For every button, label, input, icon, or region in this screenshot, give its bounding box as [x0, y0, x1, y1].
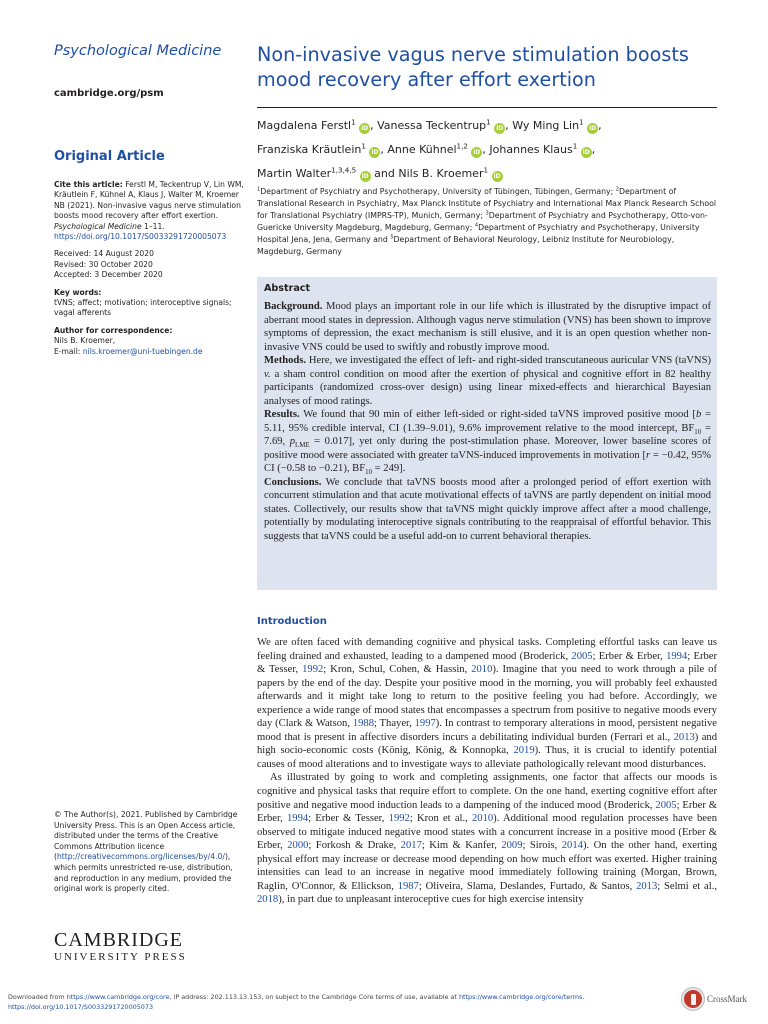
- body-text-run: ; Oliveira, Slama, Deslandes, Furtado, & Santos,: [418, 880, 637, 892]
- article-type: Original Article: [54, 149, 165, 164]
- license-link[interactable]: http://creativecommons.org/licenses/by/4.0/: [56, 852, 225, 862]
- affiliation-number: 4: [474, 222, 479, 229]
- crossmark-button[interactable]: [682, 988, 747, 1010]
- body-text-run: ). In contrast to temporary alterations in mood, persistent negative mood that is present in affective disorders incurs a debilitating individual burden (Ferrari et al.,: [257, 718, 717, 743]
- correspondence-name: Nils B. Kroemer,: [54, 336, 116, 346]
- author-affiliation-number: 1: [361, 141, 366, 151]
- body-text-run: As illustrated by going to work and completing assignments, one factor that affects our moods is cognitive and physical tasks that require effort to complete. On the one hand, exerting cognitive effort after positive and negative mood induction leads to a dampening of the induced mood (Broderick,: [257, 772, 717, 811]
- author: [512, 119, 598, 132]
- core-link[interactable]: https://www.cambridge.org/core: [66, 993, 170, 1001]
- author: [257, 119, 370, 132]
- cite-label: Cite this article:: [54, 180, 123, 189]
- keywords: tVNS; affect; motivation; interoceptive signals; vagal afferents: [54, 298, 232, 318]
- title-divider: [257, 107, 717, 108]
- body-text-run: ; Kim & Kanfer,: [421, 840, 502, 852]
- citation-link[interactable]: 2013: [636, 880, 658, 892]
- results-bf-sub-2: 10: [365, 469, 372, 477]
- intro-paragraph-1: [257, 636, 717, 771]
- methods-label: Methods.: [264, 355, 307, 366]
- cite-journal: Psychological Medicine: [54, 221, 142, 231]
- body-text-run: We are often faced with demanding cognitive and physical tasks. Completing effortful tasks can leave us feeling drained and exhausted, leading to a dampened mood (Broderick,: [257, 637, 717, 662]
- citation-link[interactable]: 2005: [571, 650, 593, 662]
- results-r-symbol: r: [645, 449, 651, 461]
- author: [398, 167, 502, 180]
- body-text-run: ). Imagine that you need to work through a pile of papers by the end of the day. Despite your positive mood in the morning, you will probably feel exhausted afterwards and it might take long to return to the positive feeling you had before. Accordingly, we experience a wide range of mood states that encompasses a spectrum from positive to negative moods every day (Clark & Watson,: [257, 664, 717, 730]
- footer-prefix: Downloaded from: [8, 993, 67, 1001]
- results-text-c: = 7.69,: [264, 422, 711, 447]
- author: [489, 143, 591, 156]
- body-text-run: ), in part due to unpleasant interoceptive cues for high exercise intensity: [278, 894, 584, 906]
- conclusions-label: Conclusions.: [264, 476, 322, 488]
- citation-link[interactable]: 2010: [471, 664, 493, 676]
- citation-link[interactable]: 1994: [666, 650, 688, 662]
- results-label: Results.: [264, 409, 300, 420]
- keywords-label: Key words:: [54, 287, 102, 297]
- author-name: Martin Walter: [257, 167, 332, 180]
- cambridge-logo: [54, 930, 187, 964]
- abstract-box: [257, 277, 717, 590]
- author-affiliation-number: 1: [483, 165, 489, 175]
- correspondence-label: Author for correspondence:: [54, 325, 173, 335]
- citation-link[interactable]: 2005: [655, 799, 677, 811]
- email-label: E-mail:: [54, 346, 81, 356]
- results-text-b: = 5.11, 95% credible interval, CI (1.39–9.01), 9.6% improvement relative to the mood intercept, BF: [264, 409, 711, 434]
- author-separator: and: [370, 167, 399, 180]
- body-text-run: ; Erber & Erber,: [257, 799, 717, 825]
- author: [257, 167, 371, 180]
- license-text-2: ), which permits unrestricted re-use, distribution, and reproduction in any medium, provided the original work is properly cited.: [54, 852, 233, 894]
- author-name: Wy Ming Lin: [512, 119, 580, 132]
- journal-url[interactable]: cambridge.org/psm: [54, 88, 164, 99]
- results-b-symbol: b: [695, 409, 702, 420]
- footer-mid: , IP address: 202.113.13.153, on subject to the Cambridge Core terms of use, available at: [169, 993, 459, 1001]
- conclusions-text: We conclude that taVNS boosts mood after a prolonged period of effort exertion with concurrent stimulation and that acute motivational effects of taVNS are partly dependent on initial mood states. Collectively, our results show that taVNS might quickly improve affect after a mood challenge, potentially by modulating interoceptive signals contributing to the reappraisal of effortful behavior. This suggests that taVNS could be a useful add-on to current behavioral therapies.: [264, 476, 711, 542]
- body-text-run: ). Additional mood regulation processes have been observed to mitigate induced negative mood states with a concurrent increase in a positive mood (Erber & Erber,: [257, 813, 718, 852]
- results-text-e: = −0.42, 95% CI (−0.58 to −0.21), BF: [264, 449, 711, 474]
- dates-block: [54, 249, 244, 280]
- orcid-icon[interactable]: iD: [361, 125, 369, 132]
- body-text-run: ; Erber & Tesser,: [257, 650, 717, 676]
- citation-link[interactable]: 2017: [400, 840, 422, 852]
- cite-text: Ferstl M, Teckentrup V, Lin WM, Kräutlein F, Kühnel A, Klaus J, Walter M, Kroemer NB (2021). Non-invasive vagus nerve stimulation boosts mood recovery after effort exertion.: [54, 180, 244, 221]
- author-affiliation-number: 1: [351, 117, 356, 127]
- affiliation-number: 2: [615, 186, 619, 193]
- revised-date: Revised: 30 October 2020: [54, 259, 153, 269]
- orcid-icon[interactable]: iD: [361, 173, 369, 180]
- logo-line-1: CAMBRIDGE: [54, 929, 184, 951]
- author-separator: ,: [370, 119, 378, 132]
- citation-link[interactable]: 2018: [257, 894, 279, 906]
- terms-link[interactable]: https://www.cambridge.org/core/terms: [458, 993, 583, 1001]
- orcid-icon[interactable]: iD: [496, 125, 504, 132]
- accepted-date: Accepted: 3 December 2020: [54, 270, 163, 280]
- methods-text-a: Here, we investigated the effect of left- and right-sided transcutaneous auricular VNS (taVNS): [308, 355, 711, 366]
- abstract-heading: Abstract: [264, 283, 311, 294]
- methods-versus: v.: [264, 368, 271, 380]
- citation-link[interactable]: 1988: [352, 718, 374, 730]
- crossmark-label: CrossMark: [707, 994, 747, 1004]
- author-name: Nils B. Kroemer: [398, 167, 484, 180]
- background-label: Background.: [264, 301, 323, 312]
- affiliation-number: 3: [485, 210, 489, 217]
- background-text: Mood plays an important role in our life which is illustrated by the disruptive impact of aberrant mood states in depression. Although vagus nerve stimulation (VNS) has been shown to improve symptoms of depression, the exact mechanism is still elusive, and it is an open question whether non-invasive VNS could be used to swiftly and robustly improve mood.: [264, 301, 711, 353]
- crossmark-icon: [682, 988, 704, 1010]
- orcid-icon[interactable]: iD: [371, 149, 379, 156]
- affiliation-text: Department of Behavioral Neurology, Leibniz Institute for Neurobiology, Magdeburg, Germany: [257, 235, 675, 256]
- correspondence-email: [54, 347, 244, 357]
- author-affiliation-number: 1: [579, 117, 584, 127]
- orcid-icon[interactable]: iD: [493, 173, 501, 180]
- body-text-run: ) and high socio-economic costs (König, König, & Konnopka,: [257, 731, 717, 757]
- author-affiliation-number: 1,3,4,5: [331, 165, 357, 175]
- author-name: Johannes Klaus: [489, 143, 573, 156]
- author-separator: ,: [598, 119, 602, 132]
- body-text-run: ; Kron et al.,: [409, 813, 472, 825]
- results-p-symbol: p: [289, 436, 296, 447]
- author-affiliation-number: 1: [486, 117, 491, 127]
- footer-end: .: [582, 993, 585, 1001]
- affiliations: [257, 186, 717, 258]
- citation-link[interactable]: 2000: [287, 840, 309, 852]
- body-text-run: ; Erber & Tesser,: [308, 813, 389, 825]
- logo-line-2: UNIVERSITY PRESS: [54, 951, 187, 963]
- orcid-icon[interactable]: iD: [582, 149, 590, 156]
- affiliation-text: Department of Psychiatry and Psychotherapy, Otto-von-Guericke University Magdeburg, Magdeburg, Germany;: [257, 211, 708, 232]
- author: [377, 119, 505, 132]
- orcid-icon[interactable]: iD: [473, 149, 481, 156]
- body-text-run: ; Kron, Schul, Cohen, & Hassin,: [323, 664, 472, 676]
- intro-paragraph-2: [257, 771, 717, 906]
- citation-link[interactable]: 1997: [414, 718, 436, 730]
- author-affiliation-number: 1,2: [456, 141, 468, 151]
- citation-link[interactable]: 1994: [286, 813, 309, 825]
- received-date: Received: 14 August 2020: [54, 249, 154, 259]
- author-name: Magdalena Ferstl: [257, 119, 352, 132]
- results-text-d: = 0.017], yet only during the post-stimulation phase. Moreover, lower baseline scores of positive mood were associated with greater taVNS-induced improvements in motivation [: [264, 436, 711, 461]
- author-separator: ,: [591, 143, 596, 156]
- author-name: Franziska Kräutlein: [257, 143, 362, 156]
- author-separator: ,: [505, 119, 513, 132]
- citation-link[interactable]: 1987: [397, 880, 419, 892]
- affiliation-number: 1: [257, 186, 261, 193]
- correspondence-block: [54, 326, 244, 357]
- author-separator: ,: [380, 143, 388, 156]
- results-bf-sub-1: 10: [694, 428, 702, 436]
- body-text-run: ; Sirois,: [522, 840, 562, 852]
- citation-link[interactable]: 2014: [561, 840, 583, 852]
- affiliation-text: Department of Psychiatry and Psychotherapy, University Hospital Jena, Jena, Germany and: [257, 223, 700, 244]
- introduction-body: [257, 636, 717, 907]
- body-text-run: ; Forkosh & Drake,: [308, 840, 401, 852]
- body-text-run: ; Erber & Erber,: [592, 650, 667, 662]
- affiliation-text: Department of Translational Research in Psychiatry, Max Planck Institute of Psychiatry and International Max Planck Research School for Translational Psychiatry (IMPRS-TP), Munich, Germany;: [257, 187, 717, 220]
- affiliation-number: 5: [390, 234, 394, 241]
- citation-block: [54, 180, 244, 242]
- article-metadata: [54, 180, 244, 364]
- citation-link[interactable]: 1992: [302, 664, 324, 676]
- author: [387, 143, 482, 156]
- results-text-f: = 249].: [372, 463, 406, 474]
- author-name: Anne Kühnel: [387, 143, 457, 156]
- license-notice: [54, 810, 244, 895]
- article-title: Non-invasive vagus nerve stimulation boosts mood recovery after effort exertion: [257, 43, 689, 91]
- body-text-run: ; Thayer,: [374, 718, 415, 730]
- citation-link[interactable]: 1992: [388, 813, 410, 825]
- author: [257, 143, 380, 156]
- body-text-run: ). On the other hand, exerting physical effort may increase or decrease mood depending on how much effort was exerted. Higher training intensities can lead to an increase in negative mood immediately following training (Morgan, Brown, Raglin, O'Connor, & Ellickson,: [257, 840, 717, 892]
- citation-link[interactable]: 2009: [501, 840, 523, 852]
- results-text-a: We found that 90 min of either left-sided or right-sided taVNS improved positive mood [: [303, 409, 696, 420]
- author-separator: ,: [482, 143, 490, 156]
- citation-link[interactable]: 2010: [471, 813, 494, 825]
- body-text-run: ; Selmi et al.,: [657, 880, 717, 892]
- results-p-sub: LME: [295, 442, 310, 450]
- methods-text-b: a sham control condition on mood after the exertion of physical and cognitive effort in 82 healthy participants (randomized cross-over design) using linear mixed-effects and hierarchical Bayesian analyses of mood ratings.: [264, 368, 711, 407]
- footer-doi-link[interactable]: https://doi.org/10.1017/S0033291720005073: [8, 1002, 154, 1011]
- author-list: [257, 114, 727, 186]
- license-text-1: © The Author(s), 2021. Published by Cambridge University Press. This is an Open Access article, distributed under the terms of the Creative Commons Attribution licence (: [54, 810, 238, 862]
- keywords-block: [54, 288, 244, 319]
- email-link[interactable]: nils.kroemer@uni-tuebingen.de: [82, 346, 203, 356]
- orcid-icon[interactable]: iD: [589, 125, 597, 132]
- introduction-heading: Introduction: [257, 616, 327, 627]
- author-affiliation-number: 1: [572, 141, 578, 151]
- citation-link[interactable]: 2019: [513, 745, 535, 757]
- download-footer: [8, 993, 668, 1012]
- abstract-text: [264, 300, 711, 543]
- journal-name: Psychological Medicine: [54, 43, 222, 59]
- body-text-run: ). Thus, it is crucial to identify potential causes of mood alterations and to investigate ways to alleviate pathologically relevant mood disturbances.: [257, 745, 717, 770]
- cite-pages: 1–11.: [144, 221, 165, 231]
- author-name: Vanessa Teckentrup: [377, 119, 487, 132]
- cite-doi-link[interactable]: https://doi.org/10.1017/S0033291720005073: [54, 232, 227, 242]
- affiliation-text: Department of Psychiatry and Psychotherapy, University of Tübingen, Tübingen, Germany;: [260, 187, 616, 196]
- citation-link[interactable]: 2013: [673, 731, 695, 743]
